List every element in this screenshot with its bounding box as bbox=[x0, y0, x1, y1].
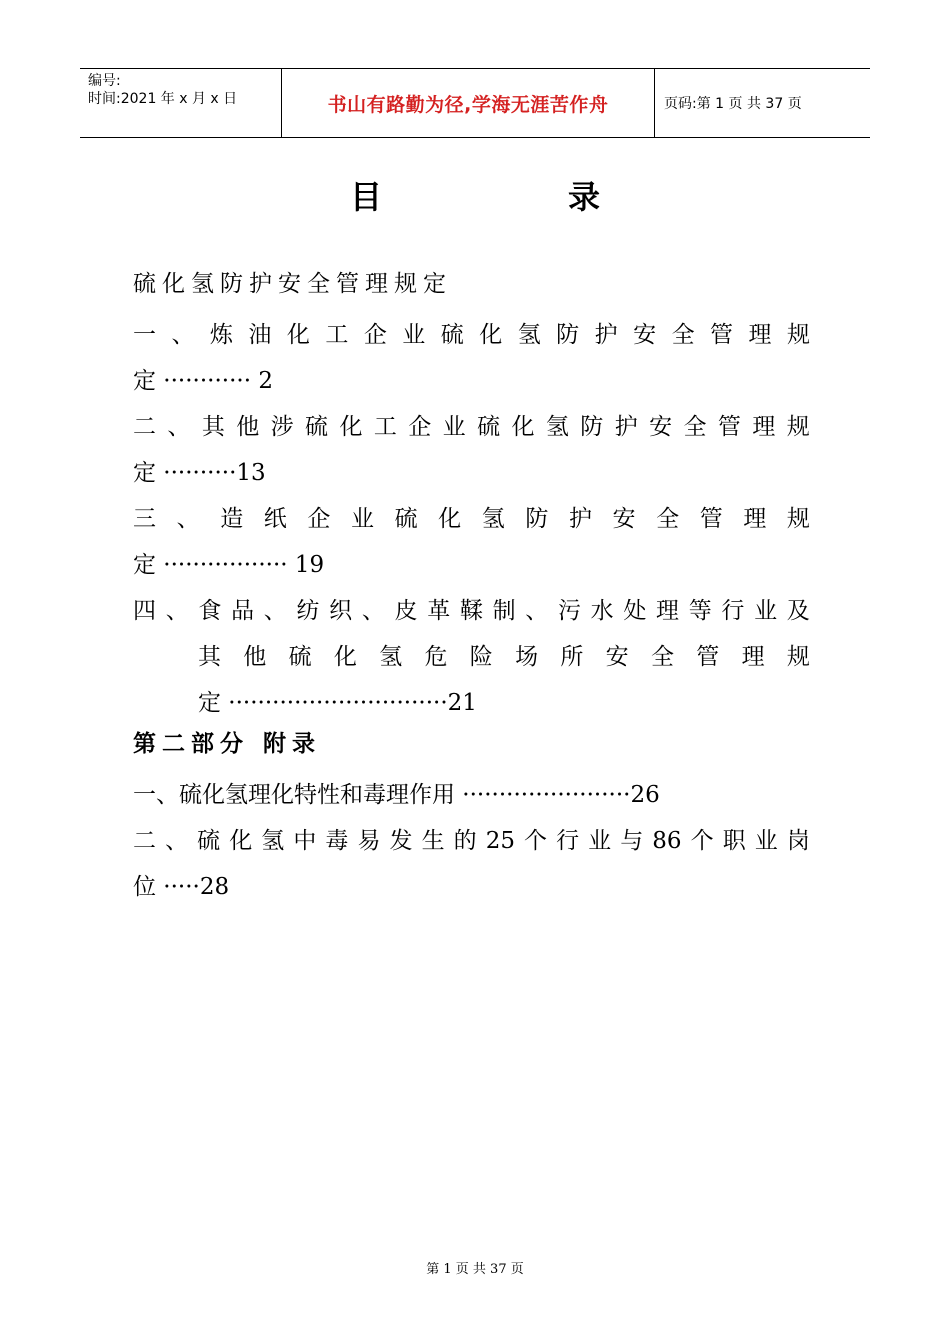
date-label: 时间:2021 年 x 月 x 日 bbox=[88, 91, 238, 107]
toc-section-heading: 第二部分 附录 bbox=[133, 731, 322, 757]
header-page-info: 页码:第 1 页 共 37 页 bbox=[664, 96, 802, 112]
toc-section-heading: 硫化氢防护安全管理规定 bbox=[133, 271, 452, 297]
page-header bbox=[80, 68, 870, 138]
toc-entry-line: 三 、 造 纸 企 业 硫 化 氢 防 护 安 全 管 理 规 bbox=[133, 506, 810, 532]
toc-entry-line: 定 ············ 2 bbox=[133, 368, 273, 394]
toc-entry bbox=[133, 312, 810, 404]
toc-entry-line: 定 ················· 19 bbox=[133, 552, 325, 578]
header-meta bbox=[80, 69, 282, 137]
toc-entry bbox=[133, 772, 810, 818]
toc-entry-line: 二 、 其 他 涉 硫 化 工 企 业 硫 化 氢 防 护 安 全 管 理 规 bbox=[133, 414, 810, 440]
toc-entry-line: 定 ··········13 bbox=[133, 460, 266, 486]
toc-entry bbox=[133, 404, 810, 496]
table-of-contents bbox=[133, 266, 810, 910]
toc-entry-line: 一、硫化氢理化特性和毒理作用 ·······················26 bbox=[133, 782, 660, 808]
toc-entry-line: 位 ·····28 bbox=[133, 874, 230, 900]
header-motto: 书山有路勤为径,学海无涯苦作舟 bbox=[282, 69, 655, 137]
page-title bbox=[0, 172, 950, 218]
title-char-right: 录 bbox=[568, 178, 601, 216]
toc-entry-line: 其 他 硫 化 氢 危 险 场 所 安 全 管 理 规 bbox=[198, 644, 810, 670]
toc-entry-line: 二 、 硫 化 氢 中 毒 易 发 生 的 25 个 行 业 与 86 个 职 业 岗 bbox=[133, 828, 810, 854]
toc-entry-line: 定 ······························21 bbox=[198, 690, 477, 716]
toc-entry bbox=[133, 818, 810, 910]
page-footer: 第 1 页 共 37 页 bbox=[426, 1262, 524, 1277]
number-label: 编号: bbox=[88, 73, 121, 89]
toc-entry bbox=[133, 496, 810, 588]
toc-entry bbox=[133, 588, 810, 726]
toc-entry-line: 四 、 食 品 、 纺 织 、 皮 革 鞣 制 、 污 水 处 理 等 行 业 及 bbox=[133, 598, 810, 624]
toc-entry-line: 一 、 炼 油 化 工 企 业 硫 化 氢 防 护 安 全 管 理 规 bbox=[133, 322, 810, 348]
title-char-left: 目 bbox=[349, 178, 382, 216]
